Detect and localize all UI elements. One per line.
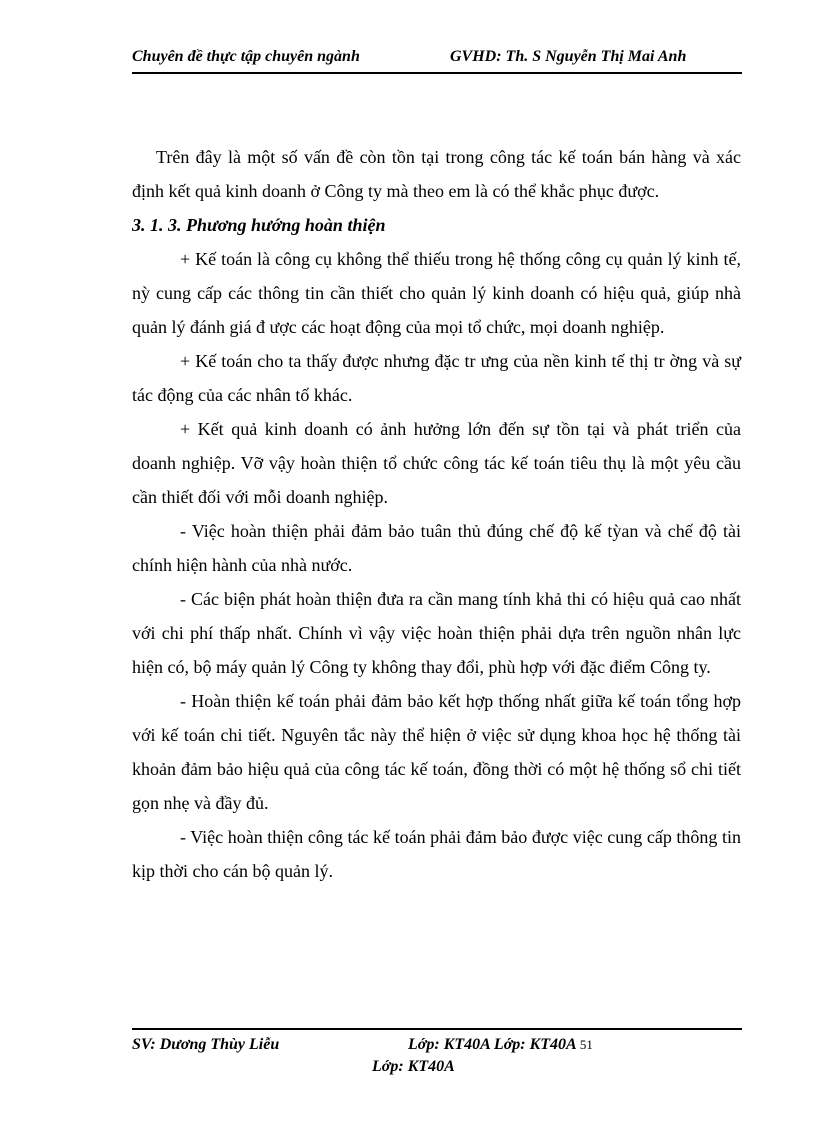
page-number: 51 [579, 1037, 593, 1052]
body-paragraph: - Việc hoàn thiện công tác kế toán phải đảm bảo được việc cung cấp thông tin kịp thời cho cán bộ quản lý. [132, 827, 741, 881]
body-paragraph: - Hoàn thiện kế toán phải đảm bảo kết hợp thống nhất giữa kế toán tổng hợp với kế toán chi tiết. Nguyên tắc này thể hiện ở việc sử dụng khoa học hệ thống tài khoản đảm bảo hiệu quả của công tác kế toán, đồng thời có một hệ thống sổ chi tiết gọn nhẹ và đầy đủ. [132, 691, 741, 813]
section-heading: 3. 1. 3. Phương hướng hoàn thiện [132, 215, 386, 235]
page-header [132, 48, 742, 70]
footer-student-name: SV: Dương Thùy Liễu [132, 1036, 280, 1053]
footer-rule [132, 1028, 742, 1030]
header-supervisor: GVHD: Th. S Nguyễn Thị Mai Anh [450, 48, 687, 65]
header-rule [132, 72, 742, 74]
footer-class-text: Lớp: KT40A Lớp: KT40A [408, 1036, 576, 1053]
footer-class-line-2: Lớp: KT40A [372, 1058, 455, 1075]
intro-paragraph: Trên đây là một số vấn đề còn tồn tại trong công tác kế toán bán hàng và xác định kết quả kinh doanh ở Công ty mà theo em là có thể khắc phục được. [132, 147, 741, 201]
header-course-title: Chuyên đề thực tập chuyên ngành [132, 48, 360, 65]
body-paragraph: + Kế toán cho ta thấy được nhưng đặc tr ưng của nền kinh tế thị tr ờng và sự tác động của các nhân tố khác. [132, 351, 741, 405]
body-paragraph: + Kế toán là công cụ không thể thiếu trong hệ thống công cụ quản lý kinh tế, nỳ cung cấp các thông tin cần thiết cho quản lý kinh doanh có hiệu quả, giúp nhà quản lý đánh giá đ ược các hoạt động của mọi tổ chức, mọi doanh nghiệp. [132, 249, 741, 337]
body-paragraph: + Kết quả kinh doanh có ảnh hưởng lớn đến sự tồn tại và phát triển của doanh nghiệp. Vỡ vậy hoàn thiện tổ chức công tác kế toán tiêu thụ là một yêu cầu cần thiết đối với mỗi doanh nghiệp. [132, 419, 741, 507]
body-paragraph: - Việc hoàn thiện phải đảm bảo tuân thủ đúng chế độ kế tỳan và chế độ tài chính hiện hành của nhà nước. [132, 521, 741, 575]
footer-class-line [408, 1034, 593, 1056]
body-paragraph: - Các biện phát hoàn thiện đưa ra cần mang tính khả thi có hiệu quả cao nhất với chi phí thấp nhất. Chính vì vậy việc hoàn thiện phải dựa trên nguồn nhân lực hiện có, bộ máy quản lý Công ty không thay đổi, phù hợp với đặc điểm Công ty. [132, 589, 741, 677]
page-body [132, 140, 741, 888]
